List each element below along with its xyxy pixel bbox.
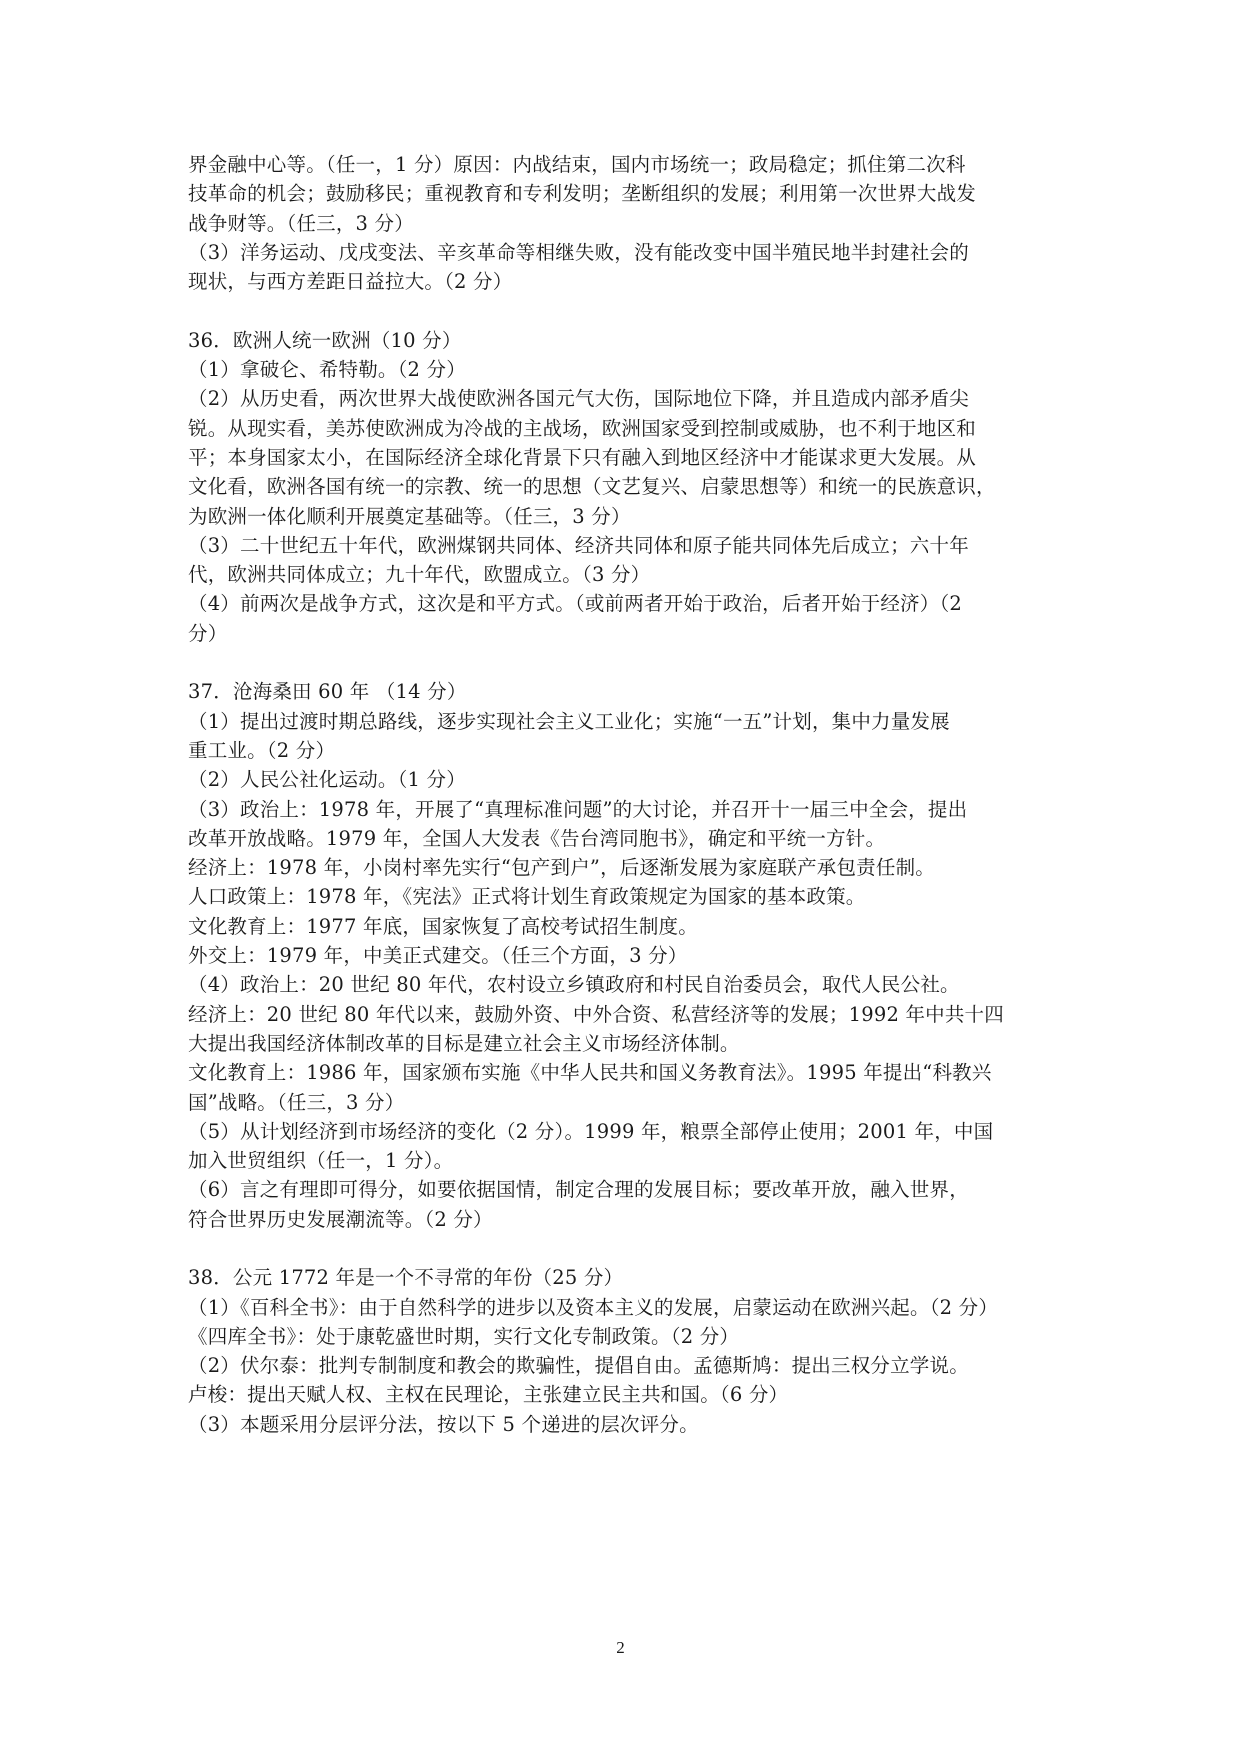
text-line: 《四库全书》：处于康乾盛世时期，实行文化专制政策。（2 分）: [188, 1324, 740, 1348]
text-line: （3）二十世纪五十年代，欧洲煤钢共同体、经济共同体和原子能共同体先后成立；六十年: [188, 533, 969, 557]
page-number: 2: [616, 1638, 625, 1657]
text-line: 技革命的机会；鼓励移民；重视教育和专利发明；垄断组织的发展；利用第一次世界大战发: [188, 182, 977, 206]
text-line: 文化教育上：1977 年底，国家恢复了高校考试招生制度。: [188, 914, 698, 938]
section-gap: [188, 648, 1068, 677]
text-line: （1）拿破仑、希特勒。（2 分）: [188, 358, 466, 382]
text-line: 大提出我国经济体制改革的目标是建立社会主义市场经济体制。: [188, 1031, 740, 1055]
text-line: 重工业。（2 分）: [188, 738, 336, 762]
text-line: 符合世界历史发展潮流等。（2 分）: [188, 1207, 493, 1231]
text-line: （4）政治上：20 世纪 80 年代，农村设立乡镇政府和村民自治委员会，取代人民公社。: [188, 973, 960, 997]
text-line: 文化看，欧洲各国有统一的宗教、统一的思想（文艺复兴、启蒙思想等）和统一的民族意识，: [188, 475, 996, 499]
text-line: 经济上：1978 年，小岗村率先实行“包产到户”，后逐渐发展为家庭联产承包责任制。: [188, 856, 935, 880]
text-line: 经济上：20 世纪 80 年代以来，鼓励外资、中外合资、私营经济等的发展；1992 年中共十四: [188, 1002, 1004, 1026]
text-line: 为欧洲一体化顺利开展奠定基础等。（任三，3 分）: [188, 504, 631, 528]
question-heading: 38．公元 1772 年是一个不寻常的年份（25 分）: [188, 1266, 624, 1290]
text-line: （2）人民公社化运动。（1 分）: [188, 768, 466, 792]
section-q38: [188, 1263, 1068, 1439]
section-gap: [188, 1234, 1068, 1263]
text-line: （6）言之有理即可得分，如要依据国情，制定合理的发展目标；要改革开放，融入世界，: [188, 1178, 969, 1202]
text-line: 外交上：1979 年，中美正式建交。（任三个方面，3 分）: [188, 944, 688, 968]
text-line: 加入世贸组织（任一，1 分）。: [188, 1149, 454, 1173]
text-line: （3）政治上：1978 年，开展了“真理标准问题”的大讨论，并召开十一届三中全会，提出: [188, 797, 968, 821]
text-line: 战争财等。（任三，3 分）: [188, 211, 414, 235]
text-line: 锐。从现实看，美苏使欧洲成为冷战的主战场，欧洲国家受到控制或威胁，也不利于地区和: [188, 416, 977, 440]
text-line: 分）: [188, 621, 228, 645]
document-body: [188, 150, 1068, 1439]
section-q37: [188, 677, 1068, 1234]
text-line: （2）从历史看，两次世界大战使欧洲各国元气大伤，国际地位下降，并且造成内部矛盾尖: [188, 387, 969, 411]
question-heading: 37．沧海桑田 60 年 （14 分）: [188, 680, 467, 704]
section-gap: [188, 296, 1068, 325]
question-heading: 36．欧洲人统一欧洲（10 分）: [188, 328, 462, 352]
text-line: （3）本题采用分层评分法，按以下 5 个递进的层次评分。: [188, 1412, 699, 1436]
text-line: （5）从计划经济到市场经济的变化（2 分）。1999 年，粮票全部停止使用；2001 年，中国: [188, 1119, 994, 1143]
text-line: 界金融中心等。（任一，1 分）原因：内战结束，国内市场统一；政局稳定；抓住第二次科: [188, 153, 966, 176]
text-line: 现状，与西方差距日益拉大。（2 分）: [188, 270, 513, 294]
text-line: （1）《百科全书》：由于自然科学的进步以及资本主义的发展，启蒙运动在欧洲兴起。（2 分）: [188, 1295, 999, 1319]
text-line: 代，欧洲共同体成立；九十年代，欧盟成立。（3 分）: [188, 563, 651, 587]
text-line: 平；本身国家太小，在国际经济全球化背景下只有融入到地区经济中才能谋求更大发展。从: [188, 445, 977, 469]
text-line: （3）洋务运动、戊戌变法、辛亥革命等相继失败，没有能改变中国半殖民地半封建社会的: [188, 240, 969, 264]
text-line: （4）前两次是战争方式，这次是和平方式。（或前两者开始于政治，后者开始于经济）（2: [188, 592, 963, 616]
text-line: 卢梭：提出天赋人权、主权在民理论，主张建立民主共和国。（6 分）: [188, 1383, 789, 1407]
text-line: 改革开放战略。1979 年，全国人大发表《告台湾同胞书》，确定和平统一方针。: [188, 826, 886, 850]
text-line: 人口政策上：1978 年，《宪法》正式将计划生育政策规定为国家的基本政策。: [188, 885, 866, 909]
section-q35-continued: [188, 150, 1068, 296]
text-line: （2）伏尔泰：批判专制制度和教会的欺骗性，提倡自由。孟德斯鸠：提出三权分立学说。: [188, 1354, 969, 1378]
section-q36: [188, 326, 1068, 648]
text-line: 国”战略。（任三，3 分）: [188, 1090, 405, 1114]
text-line: 文化教育上：1986 年，国家颁布实施《中华人民共和国义务教育法》。1995 年提出“科教兴: [188, 1061, 992, 1085]
text-line: （1）提出过渡时期总路线，逐步实现社会主义工业化；实施“一五”计划，集中力量发展: [188, 709, 950, 733]
